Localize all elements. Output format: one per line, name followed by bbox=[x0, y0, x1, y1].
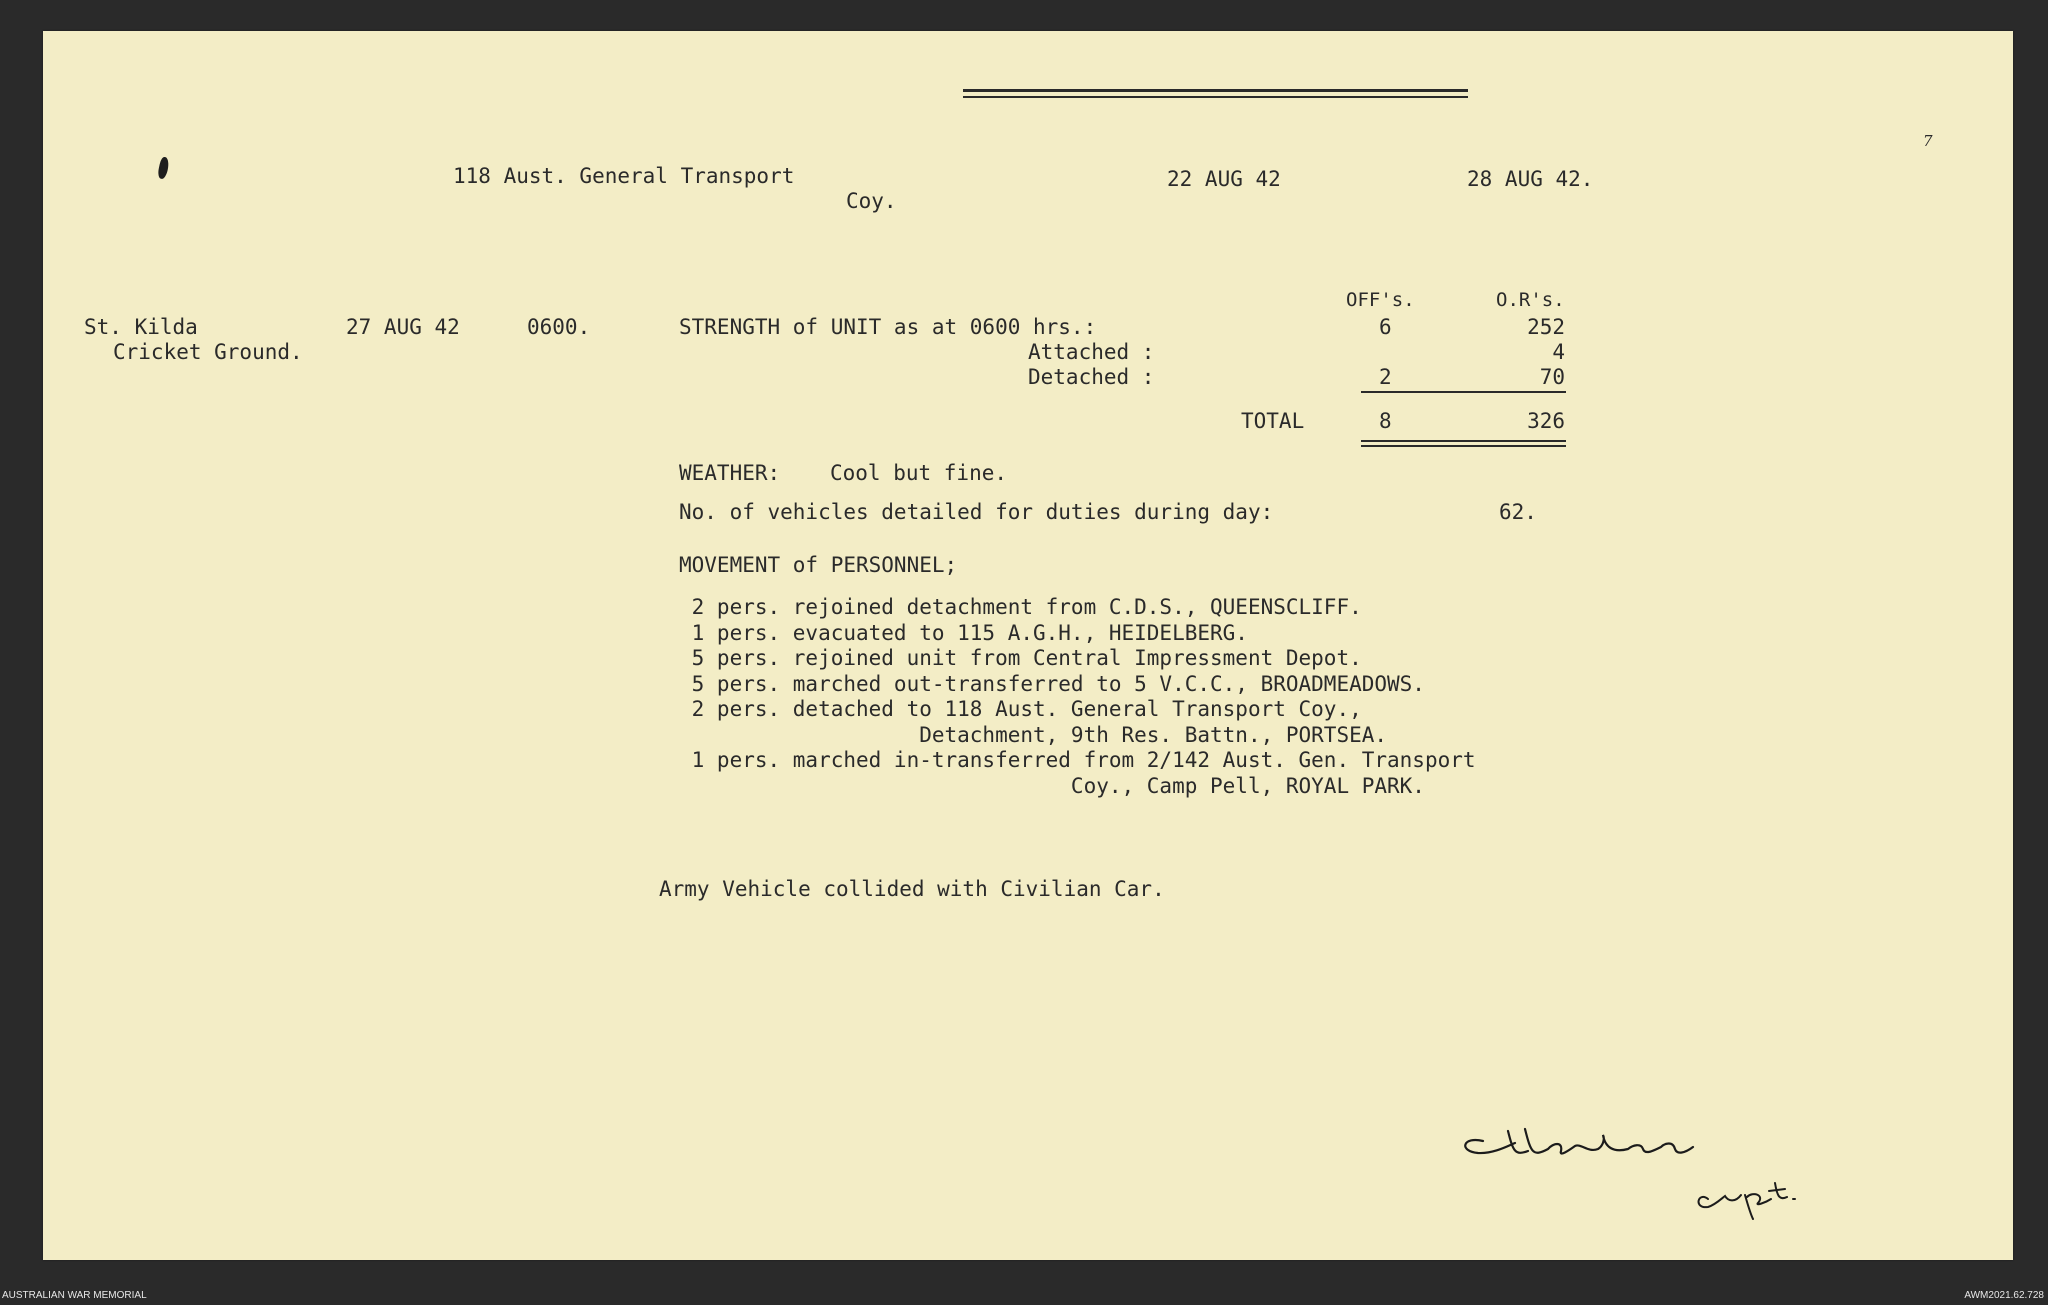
movement-line: 1 pers. marched in-transferred from 2/142 Aust. Gen. Transport bbox=[679, 748, 1476, 772]
total-double-rule-2 bbox=[1361, 445, 1566, 447]
footer-credit: AUSTRALIAN WAR MEMORIAL bbox=[2, 1290, 147, 1301]
strength-offs: 6 bbox=[1379, 315, 1392, 339]
unit-name-cont: Coy. bbox=[846, 189, 897, 213]
ink-mark bbox=[157, 156, 170, 179]
header-rule-bottom bbox=[963, 96, 1468, 98]
movement-line: 5 pers. marched out-transferred to 5 V.C.C., BROADMEADOWS. bbox=[679, 671, 1425, 696]
total-rule bbox=[1361, 391, 1566, 393]
strength-ors: 252 bbox=[1527, 315, 1565, 339]
movement-line: Coy., Camp Pell, ROYAL PARK. bbox=[679, 773, 1425, 798]
unit-name: 118 Aust. General Transport bbox=[453, 164, 795, 188]
page-mark: 7 bbox=[1923, 132, 1933, 150]
place: St. Kilda bbox=[84, 315, 198, 339]
detached-offs: 2 bbox=[1379, 365, 1392, 389]
total-double-rule-1 bbox=[1361, 440, 1566, 442]
incident-note: Army Vehicle collided with Civilian Car. bbox=[659, 877, 1165, 901]
document-page bbox=[43, 31, 2013, 1260]
date-from: 22 AUG 42 bbox=[1167, 167, 1281, 191]
total-ors: 326 bbox=[1527, 409, 1565, 433]
weather-label: WEATHER: bbox=[679, 461, 781, 485]
movement-line: 2 pers. detached to 118 Aust. General Transport Coy., bbox=[679, 697, 1362, 721]
footer-accession: AWM2021.62.728 bbox=[1964, 1290, 2044, 1301]
attached-ors: 4 bbox=[1552, 340, 1565, 364]
detached-ors: 70 bbox=[1539, 365, 1565, 389]
total-offs: 8 bbox=[1379, 409, 1392, 433]
movement-heading: MOVEMENT of PERSONNEL; bbox=[679, 553, 958, 577]
movement-list bbox=[679, 597, 1476, 801]
signature bbox=[1453, 1091, 1873, 1221]
movement-line: 1 pers. evacuated to 115 A.G.H., HEIDELBERG. bbox=[679, 620, 1248, 645]
movement-line: 2 pers. rejoined detachment from C.D.S., QUEENSCLIFF. bbox=[679, 595, 1362, 619]
movement-line: 5 pers. rejoined unit from Central Impressment Depot. bbox=[679, 646, 1362, 670]
attached-label: Attached : bbox=[1028, 340, 1155, 364]
col-offs-header: OFF's. bbox=[1346, 289, 1415, 311]
col-ors-header: O.R's. bbox=[1496, 289, 1565, 311]
detached-label: Detached : bbox=[1028, 365, 1155, 389]
entry-time: 0600. bbox=[527, 315, 591, 339]
header-rule-top bbox=[963, 89, 1468, 92]
strength-label: STRENGTH of UNIT as at 0600 hrs.: bbox=[679, 315, 1097, 339]
place-cont: Cricket Ground. bbox=[113, 340, 303, 364]
entry-date: 27 AUG 42 bbox=[346, 315, 460, 339]
weather-value: Cool but fine. bbox=[830, 461, 1008, 485]
vehicles-value: 62. bbox=[1499, 500, 1537, 524]
movement-line: Detachment, 9th Res. Battn., PORTSEA. bbox=[679, 722, 1388, 747]
vehicles-label: No. of vehicles detailed for duties during day: bbox=[679, 500, 1274, 524]
total-label: TOTAL bbox=[1241, 409, 1305, 433]
date-to: 28 AUG 42. bbox=[1467, 167, 1594, 191]
